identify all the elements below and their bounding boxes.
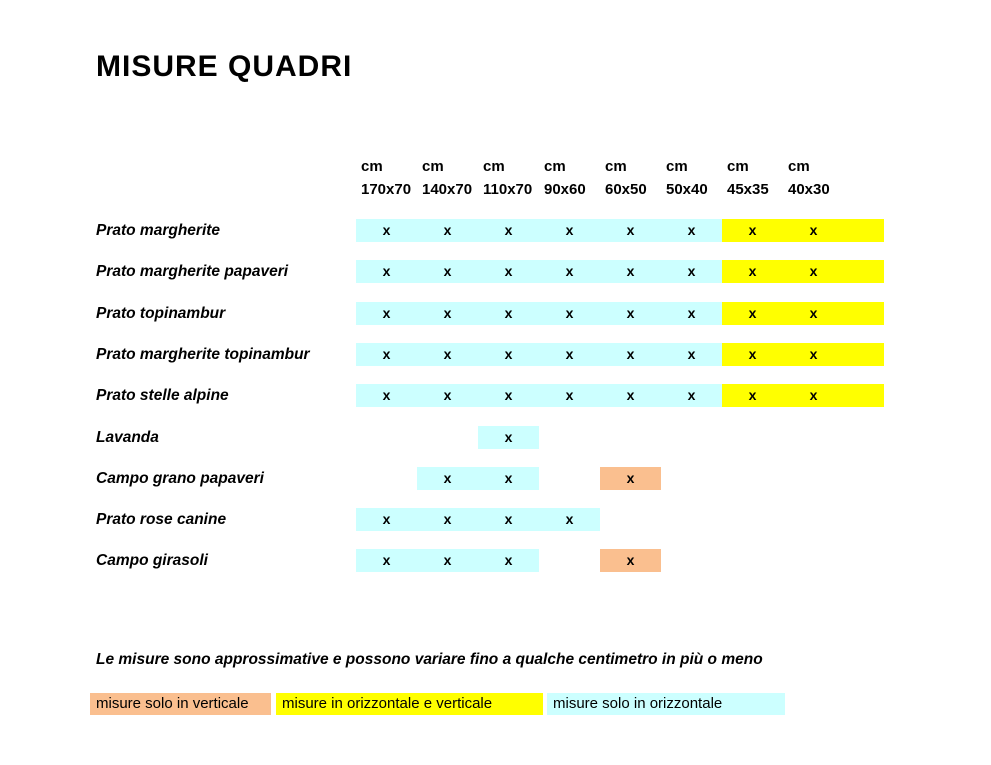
column-size-label: 60x50: [605, 181, 647, 198]
size-cell: x: [722, 384, 783, 407]
column-size-label: 140x70: [422, 181, 473, 198]
size-cell: x: [661, 302, 722, 325]
row-label: Campo girasoli: [96, 552, 208, 569]
column-header: [722, 155, 783, 201]
size-cell: x: [478, 302, 539, 325]
size-cell: x: [417, 260, 478, 283]
size-cell: x: [600, 302, 661, 325]
size-cell: [722, 549, 783, 572]
row-label: Prato margherite papaveri: [96, 263, 289, 280]
size-cell: x: [600, 384, 661, 407]
column-size-label: 40x30: [788, 181, 830, 198]
size-cell: [722, 426, 783, 449]
column-size-label: 50x40: [666, 181, 708, 198]
size-cell: x: [539, 343, 600, 366]
column-header: [539, 155, 600, 201]
table-header: [356, 155, 844, 201]
size-cell: x: [478, 508, 539, 531]
size-cell: x: [783, 384, 844, 407]
page-title: MISURE QUADRI: [96, 50, 353, 83]
size-cell: x: [539, 302, 600, 325]
measures-note: Le misure sono approssimative e possono variare fino a qualche centimetro in più o meno: [96, 651, 763, 668]
size-cell: x: [417, 384, 478, 407]
row-cells: [356, 508, 884, 531]
size-cell: x: [600, 549, 661, 572]
column-unit-label: cm: [361, 158, 383, 175]
size-cell: [356, 467, 417, 490]
highlight-tail: [844, 467, 884, 490]
size-cell: x: [722, 343, 783, 366]
table-row: [0, 302, 991, 325]
size-cell: x: [417, 343, 478, 366]
row-label: Campo grano papaveri: [96, 470, 264, 487]
table-row: [0, 343, 991, 366]
table-row: [0, 549, 991, 572]
row-label: Prato margherite topinambur: [96, 346, 310, 363]
size-cell: [661, 508, 722, 531]
table-row: [0, 467, 991, 490]
size-cell: [661, 467, 722, 490]
size-cell: [356, 426, 417, 449]
row-label: Prato stelle alpine: [96, 387, 229, 404]
column-header: [356, 155, 417, 201]
column-unit-label: cm: [666, 158, 688, 175]
size-cell: x: [600, 343, 661, 366]
row-label: Prato rose canine: [96, 511, 227, 528]
highlight-tail: [844, 343, 884, 366]
size-cell: x: [783, 219, 844, 242]
size-cell: x: [539, 508, 600, 531]
size-cell: x: [539, 219, 600, 242]
size-cell: [600, 426, 661, 449]
row-cells: [356, 384, 884, 407]
size-cell: [783, 549, 844, 572]
legend-item-yellow: misure in orizzontale e verticale: [276, 693, 543, 715]
size-cell: x: [356, 343, 417, 366]
size-cell: x: [600, 219, 661, 242]
row-cells: [356, 260, 884, 283]
size-cell: x: [600, 260, 661, 283]
size-cell: [783, 467, 844, 490]
size-cell: [783, 508, 844, 531]
size-cell: x: [478, 343, 539, 366]
legend-item-orange: misure solo in verticale: [90, 693, 271, 715]
size-cell: [417, 426, 478, 449]
size-cell: [539, 426, 600, 449]
highlight-tail: [844, 384, 884, 407]
row-cells: [356, 549, 884, 572]
size-cell: x: [783, 343, 844, 366]
size-cell: x: [356, 508, 417, 531]
size-cell: x: [356, 384, 417, 407]
size-cell: x: [478, 549, 539, 572]
size-cell: x: [417, 549, 478, 572]
row-cells: [356, 219, 884, 242]
size-cell: x: [356, 302, 417, 325]
column-unit-label: cm: [544, 158, 566, 175]
size-cell: x: [356, 219, 417, 242]
size-cell: [661, 426, 722, 449]
size-cell: [783, 426, 844, 449]
table-row: [0, 384, 991, 407]
size-cell: x: [783, 260, 844, 283]
row-label: Lavanda: [96, 429, 159, 446]
column-size-label: 90x60: [544, 181, 586, 198]
row-label: Prato margherite: [96, 222, 221, 239]
row-cells: [356, 467, 884, 490]
size-cell: x: [417, 219, 478, 242]
row-cells: [356, 426, 884, 449]
size-cell: x: [356, 549, 417, 572]
highlight-tail: [844, 508, 884, 531]
column-header: [417, 155, 478, 201]
column-header: [661, 155, 722, 201]
column-size-label: 45x35: [727, 181, 769, 198]
size-cell: [539, 467, 600, 490]
size-cell: x: [661, 260, 722, 283]
column-unit-label: cm: [727, 158, 749, 175]
size-cell: x: [478, 426, 539, 449]
size-cell: x: [417, 302, 478, 325]
table-row: [0, 508, 991, 531]
size-cell: x: [478, 384, 539, 407]
size-cell: x: [722, 219, 783, 242]
highlight-tail: [844, 549, 884, 572]
size-cell: [722, 508, 783, 531]
highlight-tail: [844, 302, 884, 325]
size-cell: [600, 508, 661, 531]
size-cell: x: [661, 343, 722, 366]
column-unit-label: cm: [788, 158, 810, 175]
row-label: Prato topinambur: [96, 305, 226, 322]
size-cell: x: [478, 467, 539, 490]
column-size-label: 170x70: [361, 181, 412, 198]
size-cell: x: [783, 302, 844, 325]
column-unit-label: cm: [605, 158, 627, 175]
column-unit-label: cm: [422, 158, 444, 175]
legend-item-cyan: misure solo in orizzontale: [547, 693, 785, 715]
highlight-tail: [844, 219, 884, 242]
size-cell: x: [722, 260, 783, 283]
size-cell: x: [722, 302, 783, 325]
size-cell: x: [356, 260, 417, 283]
size-cell: x: [478, 219, 539, 242]
column-unit-label: cm: [483, 158, 505, 175]
column-header: [478, 155, 539, 201]
column-size-label: 110x70: [483, 181, 533, 198]
row-cells: [356, 302, 884, 325]
table-row: [0, 426, 991, 449]
table-row: [0, 260, 991, 283]
column-header: [783, 155, 844, 201]
highlight-tail: [844, 260, 884, 283]
highlight-tail: [844, 426, 884, 449]
size-cell: x: [417, 467, 478, 490]
size-cell: x: [539, 384, 600, 407]
row-cells: [356, 343, 884, 366]
size-cell: x: [661, 219, 722, 242]
table-row: [0, 219, 991, 242]
size-cell: [539, 549, 600, 572]
size-cell: [722, 467, 783, 490]
size-cell: x: [661, 384, 722, 407]
size-cell: x: [600, 467, 661, 490]
size-cell: x: [539, 260, 600, 283]
column-header: [600, 155, 661, 201]
size-cell: [661, 549, 722, 572]
size-cell: x: [478, 260, 539, 283]
size-cell: x: [417, 508, 478, 531]
